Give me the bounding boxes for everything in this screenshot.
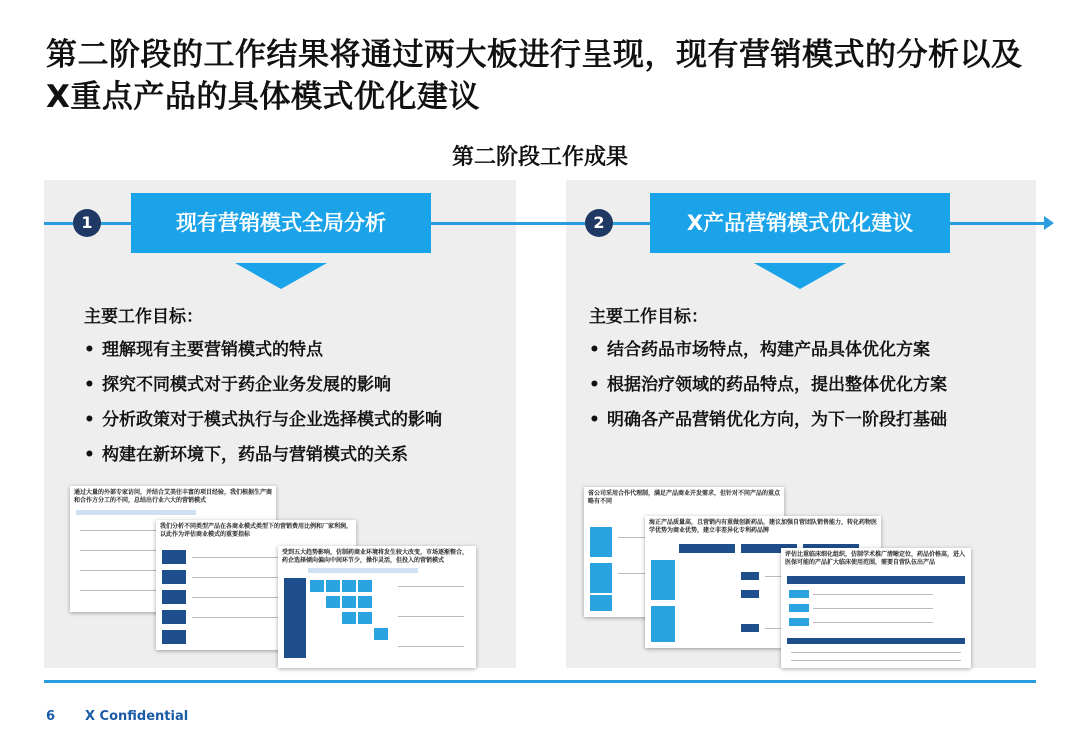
bullet-icon: • [84,445,95,465]
thumbnail-slide-2c: 评估比重临床细化组织，仿制学术推广清晰定位，药品价格高，进入医保可能的产品扩大临床使用范围，需要自营队伍出产品 [781,548,971,668]
step-label-2: X产品营销模式优化建议 [650,193,950,253]
step-label-1: 现有营销模式全局分析 [131,193,431,253]
bullet-icon: • [84,410,95,430]
page-number: 6 [46,709,56,724]
goal-list-2 [589,339,947,444]
step-number-1: 1 [73,209,101,237]
thumbnail-slide-2b: 海正产品质量高，且营销内有重做创新药品，建议加强自营团队销售能力，转化药物医学优势为商业优势，建立非差异化专利药品牌 [645,516,881,648]
page-title: 第二阶段的工作结果将通过两大板进行呈现，现有营销模式的分析以及X重点产品的具体模式优化建议 [46,37,1023,115]
thumbnail-slide-1a: 通过大量的外部专家访问，并结合艾美往丰富的项目经验，我们根据生产商和合作方分工的不同，总结出行业六大的营销模式 [70,486,276,612]
goal-item: • 结合药品市场特点，构建产品具体优化方案 [589,340,930,360]
down-arrow-icon [235,263,327,289]
confidential-label: X Confidential [85,709,189,724]
goal-heading-2: 主要工作目标： [589,307,708,327]
step-number-2: 2 [585,209,613,237]
bullet-icon: • [84,375,95,395]
goal-item: • 明确各产品营销优化方向，为下一阶段打基础 [589,410,947,430]
section-subtitle: 第二阶段工作成果 [451,145,628,170]
goal-heading-1: 主要工作目标： [84,307,203,327]
goal-item: • 根据治疗领域的药品特点，提出整体优化方案 [589,375,947,395]
thumbnail-slide-1b: 我们分析不同类型产品在各商业模式类型下的营销费用比例和厂家利润，以此作为评估商业模式的重要指标 [156,520,356,650]
timeline-arrow-icon [1044,216,1054,230]
goal-list-1 [84,339,442,479]
bullet-icon: • [589,375,600,395]
bullet-icon: • [84,340,95,360]
goal-item: • 构建在新环境下，药品与营销模式的关系 [84,445,408,465]
goal-item: • 探究不同模式对于药企业务发展的影响 [84,375,391,395]
thumbnail-slide-1c: 受到五大趋势影响，仿制药商业环境将发生较大改变，市场逐渐整合，药企选择倾向偏向中间环节少，操作灵活，但投入的营销模式 [278,546,476,668]
bullet-icon: • [589,410,600,430]
goal-item: • 理解现有主要营销模式的特点 [84,340,323,360]
down-arrow-icon [754,263,846,289]
goal-item: • 分析政策对于模式执行与企业选择模式的影响 [84,410,442,430]
thumbnail-slide-2a: 省公司采用合作代理制，满足产品商业开发需求，但针对不同产品的重点略有不同 [584,487,784,617]
bullet-icon: • [589,340,600,360]
footer-divider [44,680,1036,683]
